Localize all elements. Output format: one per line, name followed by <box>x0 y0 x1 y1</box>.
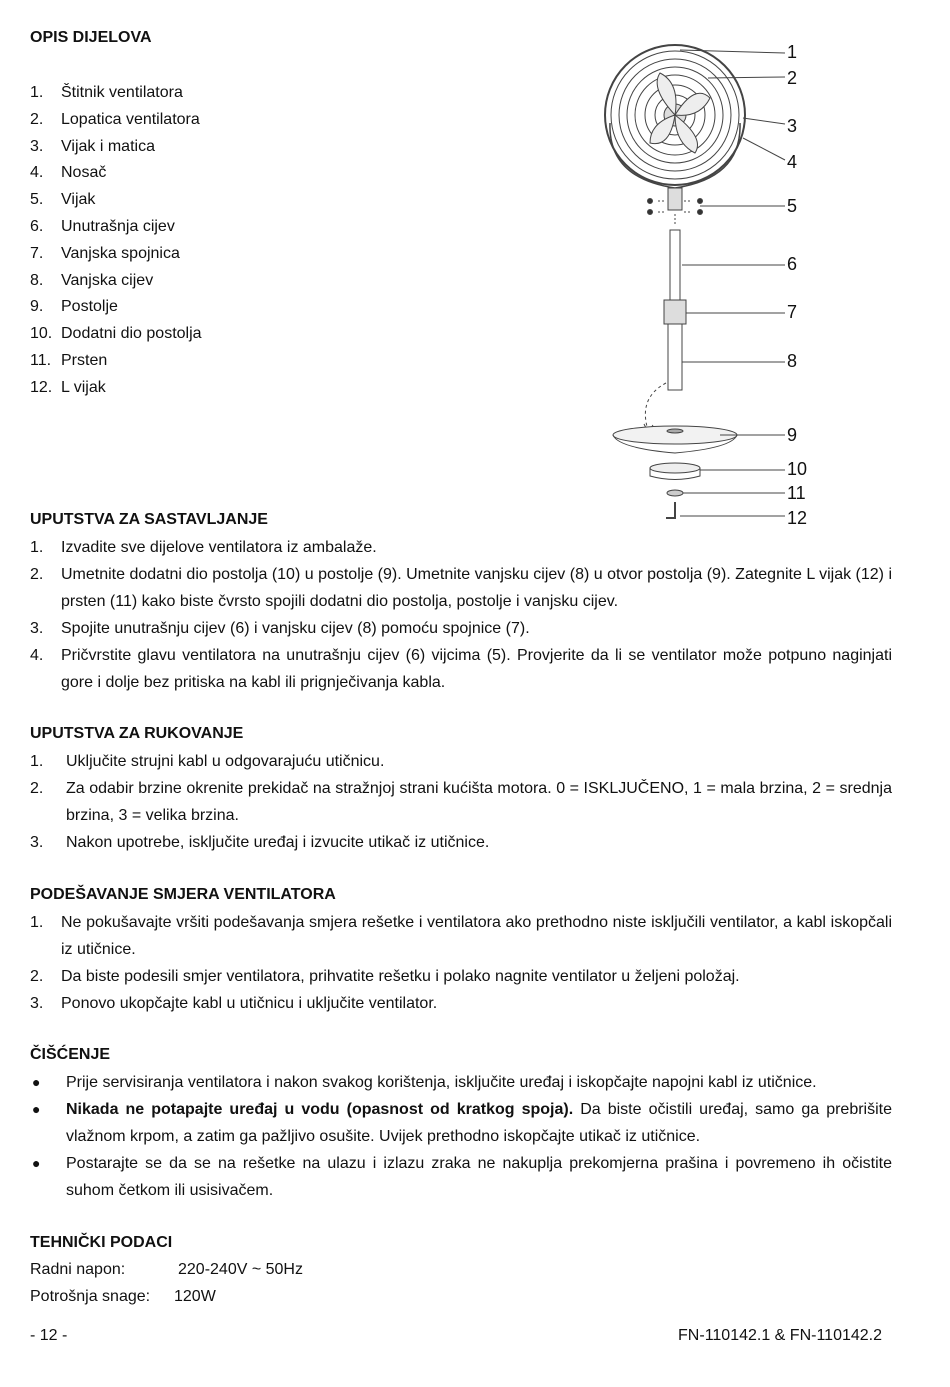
item-label: Štitnik ventilatora <box>61 84 183 101</box>
callout-number: 12 <box>787 508 808 528</box>
step-number: 3. <box>30 995 44 1012</box>
item-label: Lopatica ventilatora <box>61 110 200 128</box>
callout-number: 6 <box>787 254 798 274</box>
step-number: 3. <box>30 834 44 851</box>
assembly-step <box>30 561 892 615</box>
operation-step <box>30 829 892 856</box>
fan-diagram <box>600 38 820 528</box>
callout-number: 11 <box>787 483 806 503</box>
item-label: Postolje <box>61 298 118 316</box>
callout-number: 7 <box>787 302 798 322</box>
item-label: Dodatni dio postolja <box>61 325 202 343</box>
item-label: Vanjska cijev <box>61 271 154 289</box>
step-text: Za odabir brzine okrenite prekidač na stražnjoj strani kućišta motora. 0 = ISKLJUČENO, 1 = mala brzina, 2 = srednja brzina, 3 = velika brzina. <box>66 780 892 824</box>
bullet: ● <box>32 1155 41 1171</box>
step-text: Izvadite sve dijelove ventilatora iz ambalaže. <box>61 539 377 556</box>
operation-step <box>30 775 892 829</box>
item-number: 6. <box>30 217 44 235</box>
step-number: 1. <box>30 753 44 770</box>
cleaning-bullet-item <box>30 1069 892 1096</box>
item-label: Vanjska spojnica <box>61 244 180 262</box>
assembly-step <box>30 534 892 561</box>
model-number: FN-110142.1 & FN-110142.2 <box>678 1327 882 1344</box>
bullet-body: Postarajte se da se na rešetke na ulazu i izlazu zraka ne nakuplja prekomjerna prašina i povremeno ih očistite suhom četkom ili usisivačem. <box>66 1155 892 1199</box>
step-number: 3. <box>30 620 44 637</box>
cleaning-heading: ČIŠĆENJE <box>30 1046 111 1063</box>
direction-step <box>30 909 892 963</box>
bullet: ● <box>32 1101 41 1117</box>
item-number: 11. <box>30 351 52 369</box>
specs-heading: TEHNIČKI PODACI <box>30 1234 173 1251</box>
bullet-text <box>30 1150 892 1204</box>
item-label: Vijak i matica <box>61 137 155 155</box>
assembly-heading: UPUTSTVA ZA SASTAVLJANJE <box>30 511 268 528</box>
callout-number: 4 <box>787 152 798 172</box>
step-text: Spojite unutrašnju cijev (6) i vanjsku cijev (8) pomoću spojnice (7). <box>61 620 530 637</box>
assembly-step <box>30 642 892 696</box>
cleaning-bullet-item <box>30 1150 892 1204</box>
item-label: Prsten <box>61 351 108 369</box>
power-value: 120W <box>174 1288 216 1305</box>
item-number: 4. <box>30 164 44 182</box>
item-label: Unutrašnja cijev <box>61 217 175 235</box>
callout-number: 8 <box>787 351 798 371</box>
step-text: Nakon upotrebe, isključite uređaj i izvucite utikač iz utičnice. <box>66 834 490 851</box>
step-text: Uključite strujni kabl u odgovarajuću utičnicu. <box>66 753 385 770</box>
item-number: 5. <box>30 191 44 209</box>
step-text: Da biste podesili smjer ventilatora, prihvatite rešetku i polako nagnite ventilator u željeni položaj. <box>61 968 740 985</box>
item-number: 1. <box>30 84 44 101</box>
parts-heading: OPIS DIJELOVA <box>30 29 152 46</box>
callout-number: 9 <box>787 425 798 445</box>
item-number: 12. <box>30 378 53 396</box>
step-text: Umetnite dodatni dio postolja (10) u postolje (9). Umetnite vanjsku cijev (8) u otvor postolja (9). Zategnite L vijak (12) i prsten (11) kako biste čvrsto spojili dodatni dio postolja, postolje i vanjsku cijev. <box>61 566 892 610</box>
bold-warning: Nikada ne potapajte uređaj u vodu (opasnost od kratkog spoja). <box>66 1101 574 1118</box>
power-label: Potrošnja snage: <box>30 1288 151 1305</box>
step-number: 1. <box>30 914 44 931</box>
item-number: 3. <box>30 137 44 155</box>
step-text: Ponovo ukopčajte kabl u utičnicu i uključite ventilator. <box>61 995 438 1012</box>
direction-step <box>30 990 892 1017</box>
item-number: 2. <box>30 110 44 128</box>
operation-step <box>30 748 892 775</box>
step-number: 1. <box>30 539 44 556</box>
voltage-label: Radni napon: <box>30 1261 126 1278</box>
item-number: 9. <box>30 298 44 316</box>
callout-number: 5 <box>787 196 798 216</box>
item-label: Nosač <box>61 164 107 182</box>
bullet-text <box>30 1096 892 1150</box>
assembly-step <box>30 615 892 642</box>
step-text: Pričvrstite glavu ventilatora na unutrašnju cijev (6) vijcima (5). Provjerite da li se ventilator može potpuno naginjati gore i dolje bez pritiska na kabl ili prignječivanja kabla. <box>61 647 892 691</box>
page-number: - 12 - <box>30 1327 68 1344</box>
step-text: Ne pokušavajte vršiti podešavanja smjera rešetke i ventilatora ako prethodno niste isključili ventilator, a kabl iskopčali iz utičnice. <box>61 914 892 958</box>
callout-number: 2 <box>787 68 798 88</box>
direction-step <box>30 963 892 990</box>
step-number: 2. <box>30 968 44 985</box>
item-number: 8. <box>30 271 44 289</box>
item-label: Vijak <box>61 191 96 209</box>
voltage-value: 220-240V ~ 50Hz <box>178 1261 303 1278</box>
item-label: L vijak <box>61 378 106 396</box>
cleaning-bullet-item <box>30 1096 892 1150</box>
direction-heading: PODEŠAVANJE SMJERA VENTILATORA <box>30 886 336 903</box>
bullet-body: Prije servisiranja ventilatora i nakon svakog korištenja, isključite uređaj i iskopčajte napojni kabl iz utičnice. <box>66 1074 817 1091</box>
bullet-text <box>30 1069 892 1096</box>
item-number: 7. <box>30 244 44 262</box>
item-number: 10. <box>30 325 53 343</box>
bullet: ● <box>32 1074 41 1090</box>
callout-number: 1 <box>787 42 798 62</box>
bullet-body: Da biste očistili uređaj, samo ga prebrišite vlažnom krpom, a zatim ga pažljivo osušite. Uvijek prethodno iskopčajte utikač iz utičnice. <box>66 1101 893 1145</box>
step-number: 2. <box>30 780 44 797</box>
operation-heading: UPUTSTVA ZA RUKOVANJE <box>30 725 244 742</box>
callout-number: 10 <box>787 459 808 479</box>
callout-number: 3 <box>787 116 798 136</box>
step-number: 2. <box>30 566 44 583</box>
step-number: 4. <box>30 647 44 664</box>
